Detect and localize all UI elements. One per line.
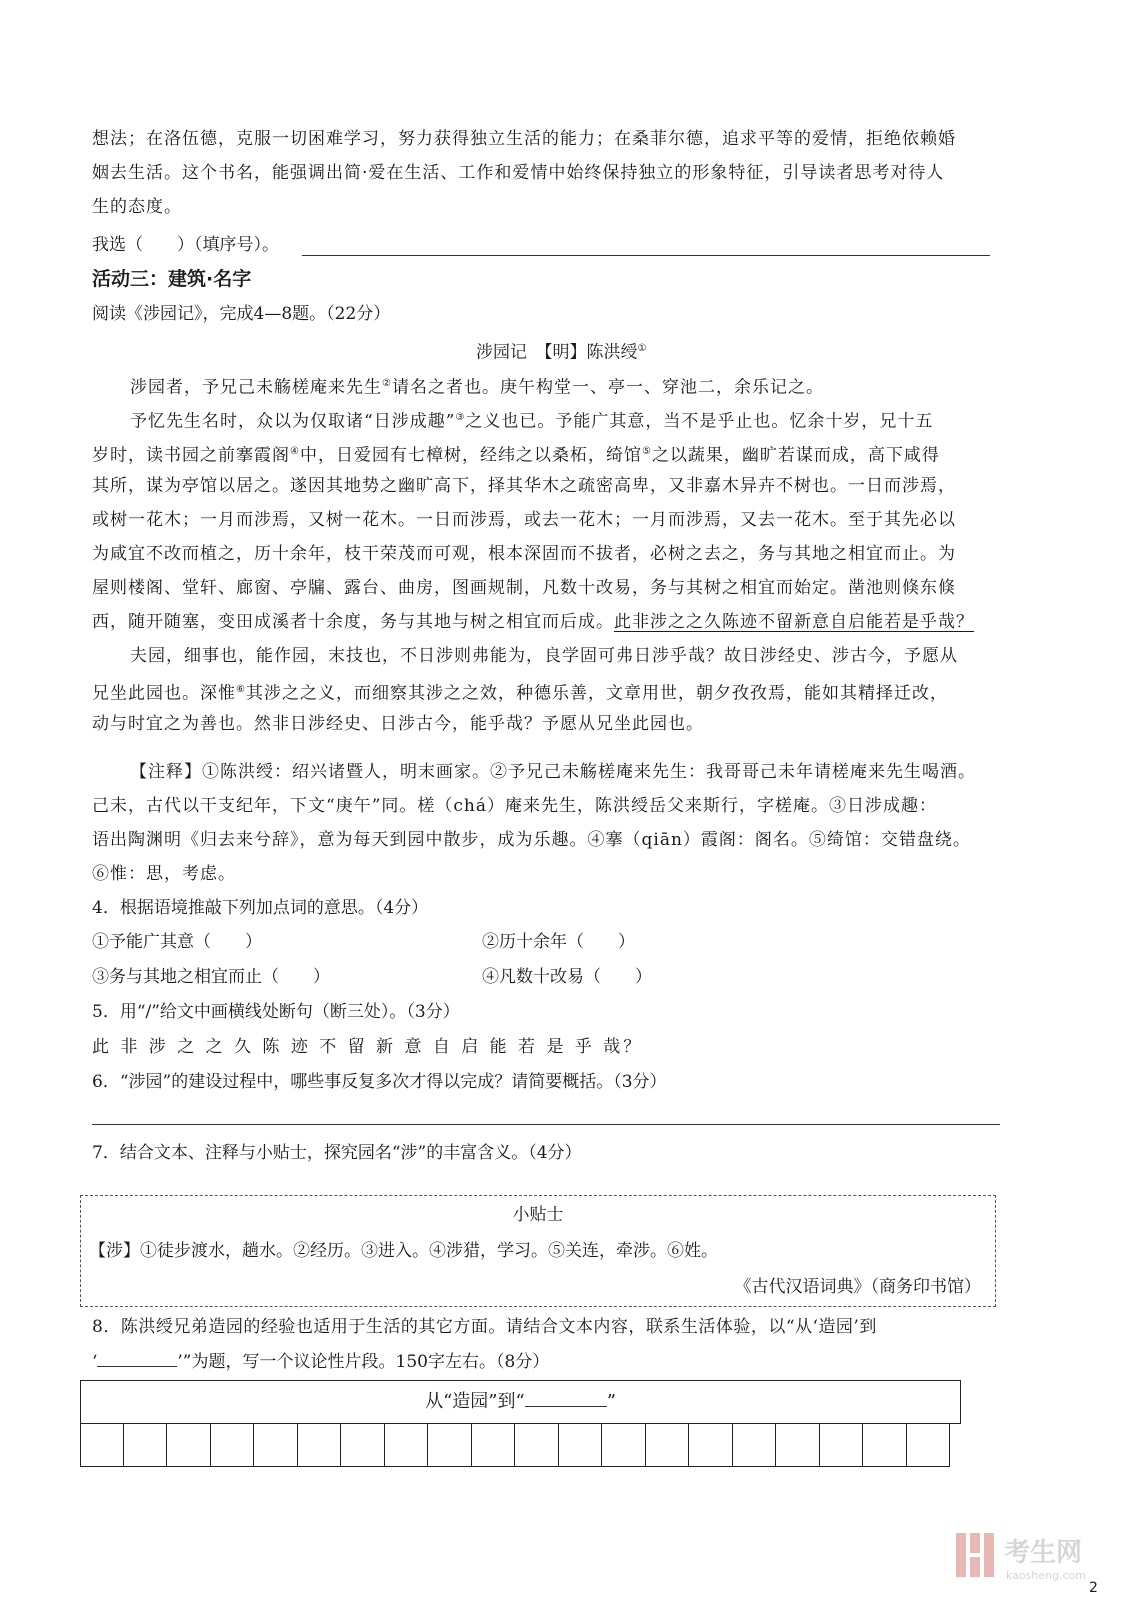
paragraph-2-line: 予忆先生名时，众以为仅取诸“日涉成趣”③之义也已。予能广其意，当不是乎止也。忆余十岁，兄十五 (130, 411, 934, 432)
paragraph-2-line: 其所，谋为亭馆以居之。遂因其地势之幽旷高下，择其华木之疏密高卑，又非嘉木异卉不树也。一日而涉焉， (92, 476, 956, 496)
question-4: 4．根据语境推敲下列加点词的意思。（4分） (92, 898, 429, 918)
grid-cell[interactable] (820, 1423, 864, 1467)
q6-answer-line[interactable] (92, 1124, 1000, 1125)
question-7: 7．结合文本、注释与小贴士，探究园名“涉”的丰富含义。（4分） (92, 1143, 582, 1163)
essay-body (92, 367, 1032, 741)
note-line: 语出陶渊明《归去来兮辞》，意为每天到园中散步，成为乐趣。④搴（qiān）霞阁：阁名。⑤绮馆：交错盘绕。 (92, 830, 971, 850)
essay-grid-title: 从“造园”到“ ” (80, 1380, 961, 1424)
note-line: 己未，古代以干支纪年，下文“庚午”同。槎（chá）庵来先生，陈洪绶岳父来斯行，字槎庵。③日涉成趣： (92, 796, 937, 816)
paragraph-2-line: 或树一花木；一月而涉焉，又树一花木。一日而涉焉，或去一花木；一月而涉焉，又去一花木。至于其先必以 (92, 510, 956, 530)
kaosheng-logo (952, 1525, 1107, 1585)
grid-cell[interactable] (428, 1423, 472, 1467)
grid-cell[interactable] (689, 1423, 733, 1467)
q4-item-2[interactable]: ②历十余年（ ） (482, 932, 635, 952)
tip-title: 小贴士 (512, 1205, 564, 1225)
tip-body: 【涉】①徒步渡水，趟水。②经历。③进入。④涉猎，学习。⑤关连，牵涉。⑥姓。 (89, 1241, 718, 1261)
text-line: 想法；在洛伍德，克服一切困难学习，努力获得独立生活的能力；在桑菲尔德，追求平等的爱情，拒绝依赖婚 (92, 129, 956, 149)
grid-cell[interactable] (602, 1423, 646, 1467)
page-number: 2 (1089, 1580, 1098, 1596)
title-blank[interactable] (97, 1348, 177, 1367)
paragraph-2-line: 岁时，读书园之前搴霞阁④中，日爱园有七樟树，经纬之以桑柘，绮馆⑤之以蔬果，幽旷若谋而成，高下咸得 (92, 445, 940, 466)
question-5: 5．用“/”给文中画横线处断句（断三处）。（3分） (92, 1002, 460, 1022)
answer-line[interactable] (302, 255, 990, 256)
question-8: 8．陈洪绶兄弟造园的经验也适用于生活的其它方面。请结合文本内容，联系生活体验，以“从‘造园’到 (92, 1317, 877, 1337)
grid-cell[interactable] (515, 1423, 559, 1467)
grid-cell[interactable] (80, 1423, 124, 1467)
activity-heading: 活动三：建筑·名字 (92, 268, 252, 290)
logo-text: 考生网 (1004, 1538, 1083, 1568)
logo-sub: kaosheng.com (1006, 1569, 1087, 1582)
paragraph-1: 涉园者，予兄己未觞槎庵来先生②请名之者也。庚午构堂一、亭一、穿池二，余乐记之。 (130, 377, 824, 398)
paragraph-2-line: 为咸宜不改而植之，历十余年，枝干荣茂而可观，根本深固而不拔者，必树之去之，务与其地之相宜而止。为 (92, 544, 956, 564)
grid-cell[interactable] (341, 1423, 385, 1467)
essay-grid-row[interactable] (80, 1423, 950, 1467)
grid-cell[interactable] (733, 1423, 777, 1467)
grid-cell[interactable] (907, 1423, 951, 1467)
grid-cell[interactable] (646, 1423, 690, 1467)
activity-intro: 阅读《涉园记》，完成4—8题。（22分） (92, 304, 391, 324)
grid-cell[interactable] (385, 1423, 429, 1467)
essay-title (476, 332, 646, 370)
note-line: ⑥惟：思，考虑。 (92, 864, 236, 884)
tip-source: 《古代汉语词典》（商务印书馆） (734, 1277, 981, 1297)
text-line: 生的态度。 (92, 197, 182, 217)
notes-block (92, 755, 1032, 891)
q4-item-1[interactable]: ①予能广其意（ ） (92, 932, 262, 952)
grid-cell[interactable] (863, 1423, 907, 1467)
grid-cell[interactable] (254, 1423, 298, 1467)
logo-icon (952, 1525, 1107, 1585)
paragraph-3-line: 兄坐此园也。深惟⑥其涉之之义，而细察其涉之之效，种德乐善，文章用世，朝夕孜孜焉，能如其精择迁改， (92, 683, 948, 704)
question-8-cont: ‘ ’”为题，写一个议论性片段。150字左右。（8分） (92, 1345, 549, 1379)
tip-box (80, 1195, 996, 1307)
grid-cell[interactable] (211, 1423, 255, 1467)
q5-sentence[interactable]: 此 非 涉 之 之 久 陈 迹 不 留 新 意 自 启 能 若 是 乎 哉？ (92, 1037, 644, 1057)
essay-title-text: 涉园记 【明】陈洪绶 (476, 342, 638, 363)
grid-cell[interactable] (776, 1423, 820, 1467)
text-line: 姻去生活。这个书名，能强调出简·爱在生活、工作和爱情中始终保持独立的形象特征，引导读者思考对待人 (92, 163, 945, 183)
grid-cell[interactable] (124, 1423, 168, 1467)
footnote-mark: ① (637, 343, 647, 354)
choose-label: 我选（ ）（填序号）。 (92, 235, 279, 255)
paragraph-3-line: 动与时宜之为善也。然非日涉经史、日涉古今，能乎哉？予愿从兄坐此园也。 (92, 714, 704, 734)
grid-cell[interactable] (472, 1423, 516, 1467)
grid-title-blank[interactable] (525, 1386, 607, 1407)
continuation-paragraph (92, 122, 1032, 224)
question-6: 6．“涉园”的建设过程中，哪些事反复多次才得以完成？请简要概括。（3分） (92, 1072, 667, 1092)
q4-item-4[interactable]: ④凡数十改易（ ） (482, 967, 652, 987)
paragraph-3-line: 夫园，细事也，能作园，末技也，不日涉则弗能为，良学固可弗日涉乎哉？故日涉经史、涉古今，予愿从 (130, 646, 958, 666)
paragraph-2-line: 屋则楼阁、堂轩、廊窗、亭牖、露台、曲房，图画规制，凡数十改易，务与其树之相宜而始定。凿池则倏东倏 (92, 578, 956, 598)
q4-item-3[interactable]: ③务与其地之相宜而止（ ） (92, 967, 330, 987)
grid-cell[interactable] (167, 1423, 211, 1467)
paragraph-2-line: 西，随开随塞，变田成溪者十余度，务与其地与树之相宜而后成。此非涉之之久陈迹不留新意自启能若是乎哉？ (92, 612, 974, 632)
grid-cell[interactable] (298, 1423, 342, 1467)
grid-cell[interactable] (559, 1423, 603, 1467)
note-line: 【注释】①陈洪绶：绍兴诸暨人，明末画家。②予兄己未觞槎庵来先生：我哥哥己未年请槎庵来先生喝酒。 (130, 762, 976, 782)
underlined-sentence: 此非涉之之久陈迹不留新意自启能若是乎哉？ (614, 612, 974, 632)
